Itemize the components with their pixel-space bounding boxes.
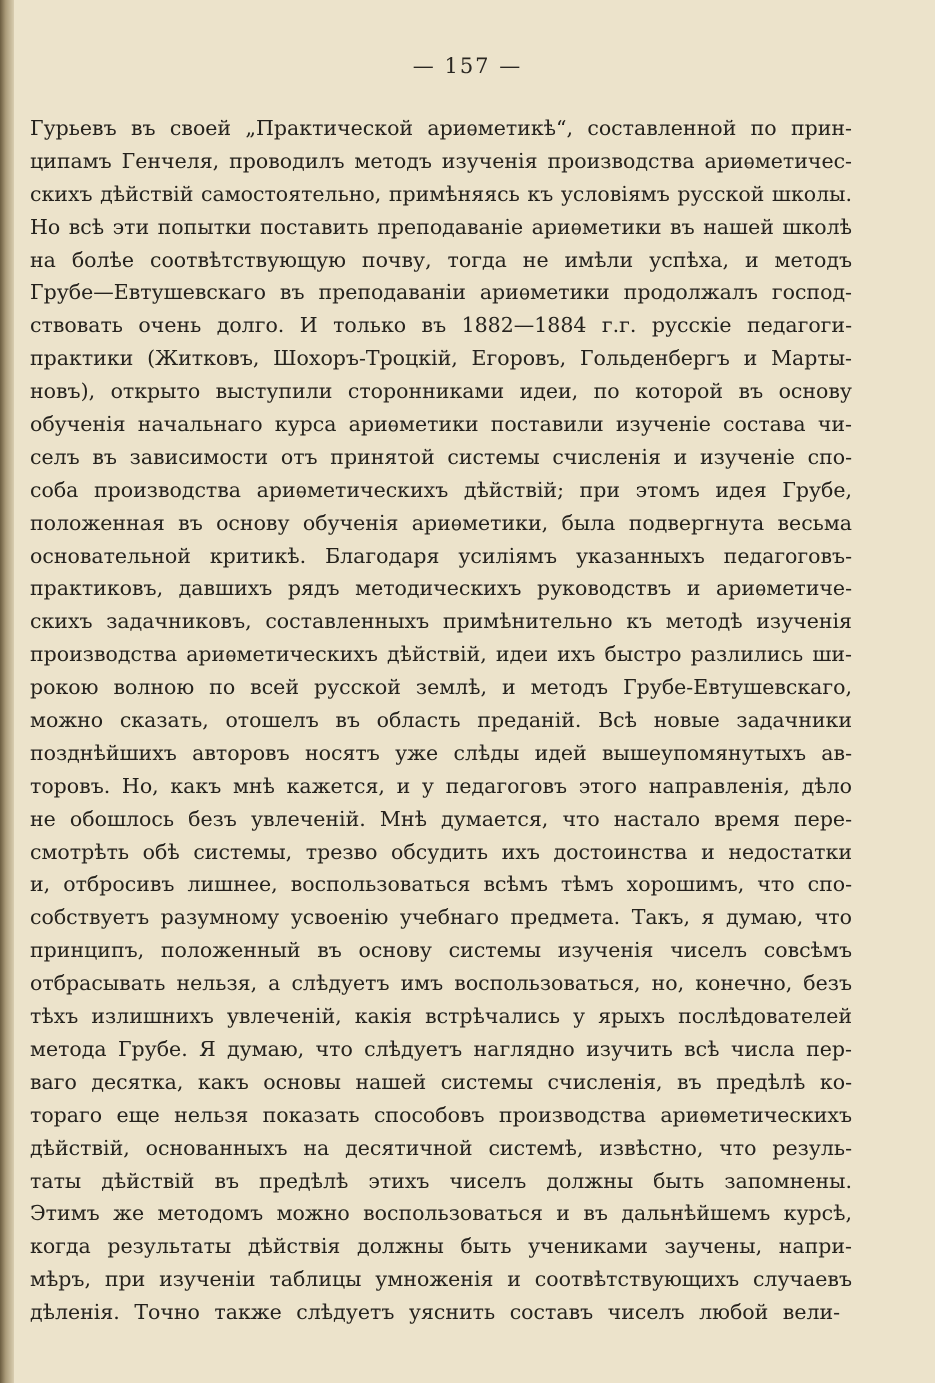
text-line: не обошлось безъ увлеченій. Мнѣ думается, что настало время пере-	[30, 806, 852, 831]
text-line: селъ въ зависимости отъ принятой системы счисленія и изученіе спо-	[30, 444, 852, 469]
text-line: новъ), открыто выступили сторонниками идеи, по которой въ основу	[30, 379, 852, 404]
text-line: Этимъ же методомъ можно воспользоваться и въ дальнѣйшемъ курсѣ,	[30, 1201, 852, 1226]
page-number: — 157 —	[412, 54, 523, 78]
text-line: тѣхъ излишнихъ увлеченій, какія встрѣчались у ярыхъ послѣдователей	[30, 1004, 852, 1029]
text-line: Но всѣ эти попытки поставить преподаваніе ариѳметики въ нашей школѣ	[30, 214, 852, 239]
text-line: позднѣйшихъ авторовъ носятъ уже слѣды идей вышеупомянутыхъ ав-	[30, 740, 852, 765]
text-line: скихъ дѣйствій самостоятельно, примѣняясь къ условіямъ русской школы.	[30, 181, 852, 206]
text-line: рокою волною по всей русской землѣ, и методъ Грубе-Евтушевскаго,	[30, 675, 852, 700]
text-line: мѣръ, при изученіи таблицы умноженія и соотвѣтствующихъ случаевъ	[30, 1267, 852, 1292]
text-line: обученія начальнаго курса ариѳметики поставили изученіе состава чи-	[30, 412, 852, 437]
text-line: смотрѣть обѣ системы, трезво обсудить ихъ достоинства и недостатки	[30, 839, 852, 864]
body-text	[30, 112, 852, 1329]
binding-shadow	[0, 0, 14, 1383]
text-line: Грубе—Евтушевскаго въ преподаваніи ариѳметики продолжалъ господ-	[30, 280, 852, 305]
text-line: основательной критикѣ. Благодаря усиліямъ указанныхъ педагоговъ-	[30, 543, 852, 568]
text-line: когда результаты дѣйствія должны быть учениками заучены, напри-	[30, 1234, 852, 1259]
text-line: ваго десятка, какъ основы нашей системы счисленія, въ предѣлѣ ко-	[30, 1069, 852, 1094]
text-line: дѣйствій, основанныхъ на десятичной системѣ, извѣстно, что резуль-	[30, 1135, 852, 1160]
text-line: можно сказать, отошелъ въ область преданій. Всѣ новые задачники	[30, 708, 852, 733]
text-line: Гурьевъ въ своей „Практической ариѳметикѣ“, составленной по прин-	[30, 116, 852, 140]
text-line: отбрасывать нельзя, а слѣдуетъ имъ воспользоваться, но, конечно, безъ	[30, 971, 852, 996]
text-line: скихъ задачниковъ, составленныхъ примѣнительно къ методѣ изученія	[30, 609, 852, 634]
text-line: положенная въ основу обученія ариѳметики, была подвергнута весьма	[30, 510, 852, 535]
text-line: соба производства ариѳметическихъ дѣйствій; при этомъ идея Грубе,	[30, 477, 852, 502]
text-line: принципъ, положенный въ основу системы изученія чиселъ совсѣмъ	[30, 938, 852, 963]
text-line: практики (Житковъ, Шохоръ-Троцкій, Егоровъ, Гольденбергъ и Марты-	[30, 346, 852, 371]
text-line: дѣленія. Точно также слѣдуетъ уяснить составъ чиселъ любой вели-	[30, 1300, 841, 1325]
text-line: производства ариѳметическихъ дѣйствій, идеи ихъ быстро разлились ши-	[30, 642, 852, 667]
text-line: торовъ. Но, какъ мнѣ кажется, и у педагоговъ этого направленія, дѣло	[30, 773, 852, 798]
text-line: и, отбросивъ лишнее, воспользоваться всѣмъ тѣмъ хорошимъ, что спо-	[30, 872, 852, 897]
text-line: ципамъ Генчеля, проводилъ методъ изученія производства ариѳметичес-	[30, 148, 852, 173]
text-line: ствовать очень долго. И только въ 1882—1884 г.г. русскіе педагоги-	[30, 313, 852, 338]
text-line: таты дѣйствій въ предѣлѣ этихъ чиселъ должны быть запомнены.	[30, 1168, 852, 1193]
text-line: метода Грубе. Я думаю, что слѣдуетъ наглядно изучить всѣ числа пер-	[30, 1036, 852, 1061]
text-line: практиковъ, давшихъ рядъ методическихъ руководствъ и ариѳметиче-	[30, 576, 852, 601]
text-line: на болѣе соотвѣтствующую почву, тогда не имѣли успѣха, и методъ	[30, 247, 852, 272]
text-line: собствуетъ разумному усвоенію учебнаго предмета. Такъ, я думаю, что	[30, 905, 852, 930]
text-line: тораго еще нельзя показать способовъ производства ариѳметическихъ	[30, 1102, 852, 1127]
